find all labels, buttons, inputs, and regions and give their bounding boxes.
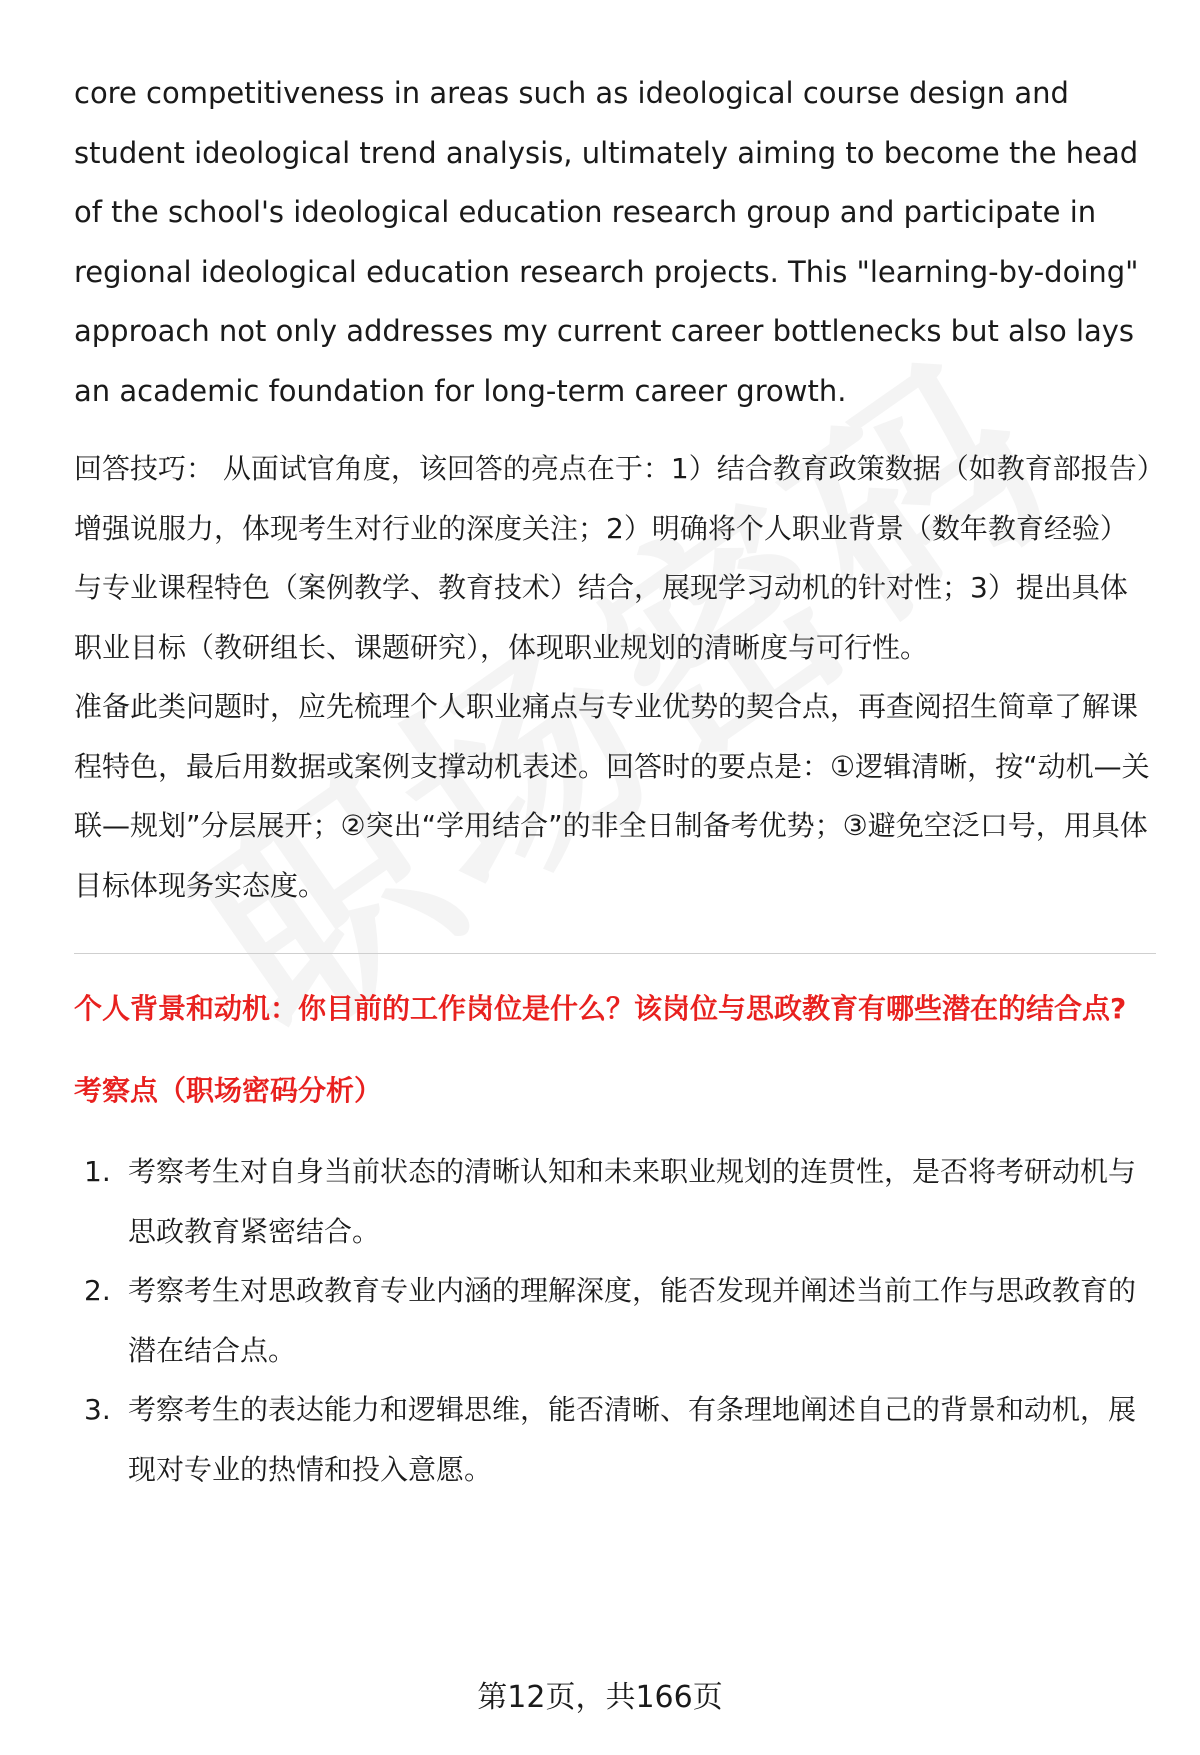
list-item-text: 考察考生的表达能力和逻辑思维，能否清晰、有条理地阐述自己的背景和动机，展现对专业的热情和投入意愿。 bbox=[128, 1393, 1137, 1486]
answer-tips bbox=[74, 439, 1154, 915]
answer-tips-paragraph-2: 准备此类问题时，应先梳理个人职业痛点与专业优势的契合点，再查阅招生简章了解课程特色，最后用数据或案例支撑动机表述。回答时的要点是：①逻辑清晰，按“动机—关联—规划”分层展开；②突出“学用结合”的非全日制备考优势；③避免空泛口号，用具体目标体现务实态度。 bbox=[74, 690, 1150, 902]
list-item-text: 考察考生对思政教育专业内涵的理解深度，能否发现并阐述当前工作与思政教育的潜在结合点。 bbox=[128, 1274, 1137, 1367]
page-content bbox=[74, 64, 1154, 1499]
section-divider bbox=[74, 953, 1156, 954]
list-item bbox=[74, 1261, 1154, 1380]
assessment-list bbox=[74, 1142, 1154, 1499]
list-item-number: 1. bbox=[84, 1155, 111, 1188]
list-item-number: 3. bbox=[84, 1393, 111, 1426]
list-item-number: 2. bbox=[84, 1274, 111, 1307]
question-heading: 个人背景和动机：你目前的工作岗位是什么？该岗位与思政教育有哪些潜在的结合点? bbox=[74, 992, 1127, 1025]
assessment-heading: 考察点（职场密码分析） bbox=[74, 1074, 383, 1107]
list-item bbox=[74, 1142, 1154, 1261]
list-item-text: 考察考生对自身当前状态的清晰认知和未来职业规划的连贯性，是否将考研动机与思政教育紧密结合。 bbox=[128, 1155, 1137, 1248]
intro-paragraph: core competitiveness in areas such as ideological course design and student ideological trend analysis, ultimately aiming to become the head of the school's ideological education research group and participate in regional ideological education research projects. This "learning-by-doing" approach not only addresses my current career bottlenecks but also lays an academic foundation for long-term career growth. bbox=[74, 76, 1139, 408]
page-number-footer: 第12页，共166页 bbox=[477, 1680, 723, 1715]
list-item bbox=[74, 1380, 1154, 1499]
answer-tips-paragraph-1: 回答技巧： 从面试官角度，该回答的亮点在于：1）结合教育政策数据（如教育部报告）增强说服力，体现考生对行业的深度关注；2）明确将个人职业背景（数年教育经验）与专业课程特色（案例教学、教育技术）结合，展现学习动机的针对性；3）提出具体职业目标（教研组长、课题研究），体现职业规划的清晰度与可行性。 bbox=[74, 452, 1151, 664]
